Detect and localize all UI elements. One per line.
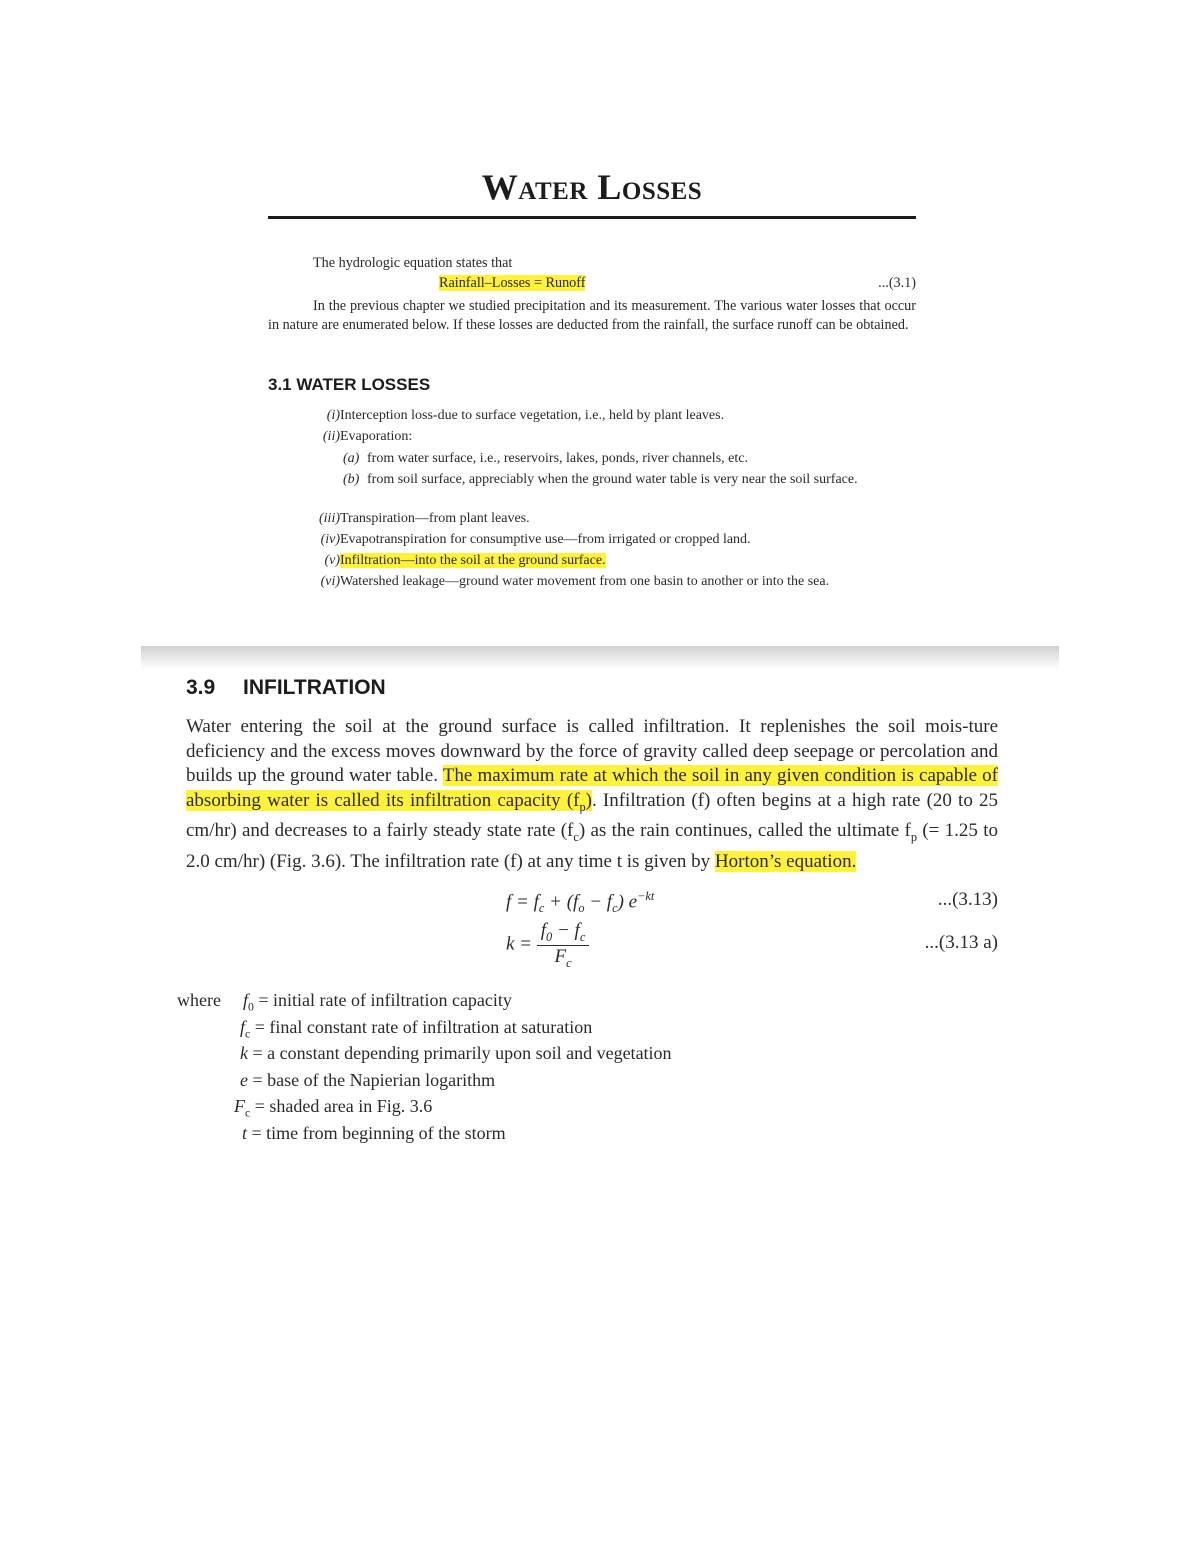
list-item-text: Transpiration—from plant leaves. xyxy=(340,511,530,526)
fraction: $\frac{f_0 - f_c}{F_c}$ xyxy=(537,920,590,971)
list-item-text: Watershed leakage—ground water movement from one basin to another or into the sea. xyxy=(340,574,830,589)
page-divider xyxy=(141,646,1059,668)
list-subitem xyxy=(343,450,916,469)
list-item-number: (ii) xyxy=(322,429,340,444)
equation-3-13a-number: ...(3.13 a) xyxy=(924,932,998,953)
subscript: p xyxy=(910,829,918,844)
list-item xyxy=(313,407,916,426)
definition-symbol: f xyxy=(240,1017,246,1037)
list-item-text: from water surface, i.e., reservoirs, lakes, ponds, river channels, etc. xyxy=(367,451,748,466)
paragraph-text: (= 1.25 to 2.0 cm/hr) (Fig. 3.6). The infiltration rate (f) at any time t is given by xyxy=(186,820,998,872)
subscript: p xyxy=(579,799,586,814)
list-item xyxy=(313,552,916,571)
list-subitem xyxy=(343,471,916,490)
paragraph-text: The maximum rate at which the soil in any given condition is capable of absorbing water is called its infiltration capacity (f xyxy=(186,765,999,811)
subscript: c xyxy=(245,1106,251,1120)
section-number: 3.9 xyxy=(186,676,216,699)
equation-3-13-number: ...(3.13) xyxy=(937,889,998,910)
paragraph-text: . Infiltration (f) often begins at a high rate (20 to 25 cm/hr) and decreases to a fairly steady state rate (f xyxy=(186,789,999,842)
definition-text: = final constant rate of infiltration at saturation xyxy=(254,1017,593,1037)
equation-3-13: $f = f_c + (f_o - f_c)$ $e^{-kt}$ xyxy=(506,889,655,916)
highlight-hortons-equation: Horton’s equation. xyxy=(714,850,857,872)
list-item xyxy=(313,510,916,529)
definition-text: = initial rate of infiltration capacity xyxy=(258,990,512,1010)
list-item-number: (vi) xyxy=(320,574,340,589)
paragraph-text: Water entering the soil at the ground surface is called infiltration. It replenishes the soil mois-ture deficiency and the excess moves downward by the force of gravity called deep seepage or percolation and builds up the ground water table. xyxy=(186,716,998,787)
subscript: 0 xyxy=(248,1000,254,1014)
definition-text: = base of the Napierian logarithm xyxy=(252,1070,496,1090)
list-item-number: (iii) xyxy=(319,511,340,526)
title-rule xyxy=(268,216,916,219)
equation-3-13a: k = $\frac{f_0 - f_c}{F_c}$ xyxy=(506,920,589,971)
list-item-text: Evapotranspiration for consumptive use—from irrigated or cropped land. xyxy=(340,532,751,547)
equation-3-1-number: ...(3.1) xyxy=(878,275,916,291)
list-item-number: (v) xyxy=(324,553,340,568)
definition-symbol: t xyxy=(242,1123,248,1143)
list-item-number: (a) xyxy=(343,451,360,466)
definition-symbol: F xyxy=(234,1096,245,1116)
section-3-9-heading xyxy=(186,676,386,700)
list-item-number: (iv) xyxy=(320,532,340,547)
equation-3-1-text: Rainfall–Losses = Runoff xyxy=(439,275,586,291)
definition-text: = a constant depending primarily upon soil and vegetation xyxy=(252,1043,672,1063)
list-item xyxy=(313,531,916,550)
list-item-text: from soil surface, appreciably when the ground water table is very near the soil surface. xyxy=(367,472,858,487)
definition-symbol: e xyxy=(240,1070,248,1090)
list-item-text: Infiltration—into the soil at the ground surface. xyxy=(340,553,606,568)
list-item-number: (i) xyxy=(326,408,340,423)
chapter-title: Water Losses xyxy=(481,167,703,207)
subscript: c xyxy=(245,1027,251,1041)
section-3-1-heading: 3.1 WATER LOSSES xyxy=(268,375,431,394)
definition-row xyxy=(242,1121,506,1153)
definition-text: = time from beginning of the storm xyxy=(251,1123,506,1143)
infiltration-paragraph xyxy=(186,715,998,874)
definition-symbol: k xyxy=(240,1043,248,1063)
subscript: c xyxy=(573,829,579,844)
list-item-text: Interception loss-due to surface vegetation, i.e., held by plant leaves. xyxy=(340,408,725,423)
section-title: INFILTRATION xyxy=(243,676,386,699)
list-item-number: (b) xyxy=(343,472,360,487)
list-item xyxy=(313,428,916,447)
list-item xyxy=(313,573,916,592)
intro-paragraph: In the previous chapter we studied precipitation and its measurement. The various water losses that occur in nature are enumerated below. If these losses are deducted from the rainfall, the surface runoff can be obtained. xyxy=(268,298,916,333)
equation-3-1 xyxy=(439,274,585,293)
list-item-text: Evaporation: xyxy=(340,429,413,444)
definition-symbol: f xyxy=(243,990,249,1010)
where-label: where xyxy=(177,990,221,1010)
definition-text: = shaded area in Fig. 3.6 xyxy=(254,1096,433,1116)
paragraph-text: ) as the rain continues, called the ultimate f xyxy=(578,820,911,842)
paragraph-text: ) xyxy=(585,789,592,811)
intro-line: The hydrologic equation states that xyxy=(313,255,513,271)
